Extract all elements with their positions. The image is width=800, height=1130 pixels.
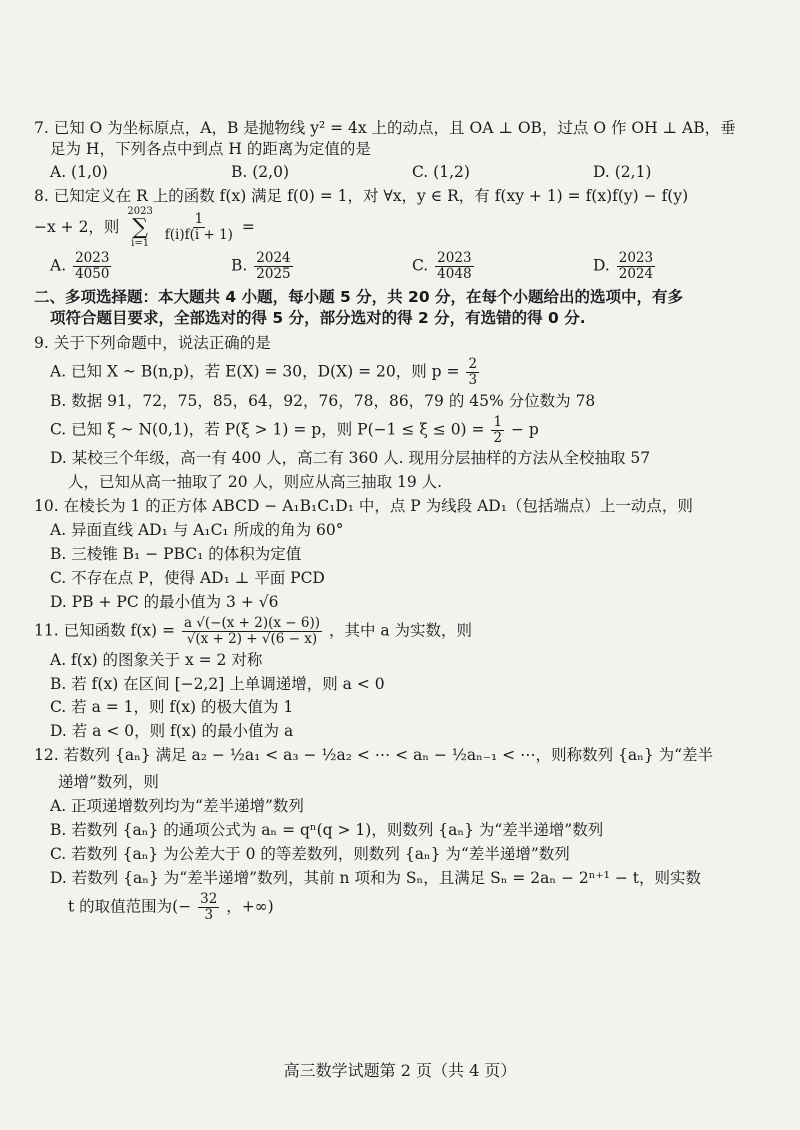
option-fraction: [73, 251, 111, 282]
numerator: 2: [468, 356, 478, 373]
option-label: D.: [593, 256, 610, 275]
function-fraction: [182, 616, 322, 647]
option-c-text: C. 已知 ξ ~ N(0,1)，若 P(ξ > 1) = p，则 P(−1 ≤ ξ ≤ 0) =: [50, 420, 485, 439]
question-12-option-a: A. 正项递增数列均为“差半递增”数列: [50, 797, 304, 816]
option-fraction: [435, 251, 473, 282]
question-12-option-c: C. 若数列 {aₙ} 为公差大于 0 的等差数列，则数列 {aₙ} 为“差半递增”数列: [50, 844, 570, 863]
question-10-option-c: C. 不存在点 P，使得 AD₁ ⊥ 平面 PCD: [50, 569, 325, 588]
section-heading-line2: 项符合题目要求，全部选对的得 5 分，部分选对的得 2 分，有选错的得 0 分.: [50, 309, 586, 328]
question-11-stem: [34, 616, 774, 647]
option-d-range-pre: t 的取值范围为(−: [68, 897, 192, 916]
numerator: 1: [493, 413, 503, 430]
summation: [127, 207, 152, 249]
summation-lower: i=1: [131, 237, 150, 249]
question-8-line2-post: =: [241, 217, 255, 236]
question-11-option-b: B. 若 f(x) 在区间 [−2,2] 上单调递增，则 a < 0: [50, 674, 385, 693]
question-10-option-d: D. PB + PC 的最小值为 3 + √6: [50, 592, 279, 611]
question-8-stem-line2: [34, 207, 774, 249]
denominator: 2024: [618, 265, 654, 282]
question-9-option-d-line1: D. 某校三个年级，高一有 400 人，高二有 360 人. 现用分层抽样的方法从全校抽取 57: [50, 449, 651, 468]
question-11-option-d: D. 若 a < 0，则 f(x) 的最小值为 a: [50, 722, 294, 741]
denominator: 3: [204, 906, 214, 923]
option-label: A.: [50, 256, 67, 275]
function-denominator: √(x + 2) + √(6 − x): [186, 630, 318, 647]
option-label: C.: [412, 256, 429, 275]
question-10-option-a: A. 异面直线 AD₁ 与 A₁C₁ 所成的角为 60°: [50, 521, 344, 540]
question-8-stem-line1: 8. 已知定义在 R 上的函数 f(x) 满足 f(0) = 1，对 ∀x，y ∈ R，有 f(xy + 1) = f(x)f(y) − f(y): [34, 186, 689, 205]
numerator: 2024: [256, 249, 291, 266]
question-12-stem-line1: 12. 若数列 {aₙ} 满足 a₂ − ½a₁ < a₃ − ½a₂ < ⋯ < aₙ − ½aₙ₋₁ < ⋯，则称数列 {aₙ} 为“差半: [34, 746, 714, 765]
numerator: 2023: [618, 249, 654, 266]
question-9-option-c: [34, 415, 774, 446]
option-a-text: A. 已知 X ~ B(n,p)，若 E(X) = 30，D(X) = 20，则 p =: [50, 362, 460, 381]
question-8-option-d: [593, 251, 774, 282]
question-12: [34, 745, 774, 922]
question-11-option-c: C. 若 a = 1，则 f(x) 的极大值为 1: [50, 698, 294, 717]
summation-upper: 2023: [127, 205, 153, 217]
question-8-options: [34, 251, 774, 282]
question-7-option-a: A. (1,0): [50, 162, 108, 181]
question-10-stem: 10. 在棱长为 1 的正方体 ABCD − A₁B₁C₁D₁ 中，点 P 为线段 AD₁（包括端点）上一动点，则: [34, 497, 693, 516]
question-11-stem-post: ，其中 a 为实数，则: [328, 621, 473, 640]
option-c-tail: − p: [511, 420, 539, 439]
question-12-stem-line2: 递增”数列，则: [58, 773, 159, 792]
question-12-option-d-line1: D. 若数列 {aₙ} 为“差半递增”数列，其前 n 项和为 Sₙ，且满足 Sₙ = 2aₙ − 2ⁿ⁺¹ − t，则实数: [50, 868, 701, 887]
option-c-fraction: [491, 415, 504, 446]
option-d-range-post: ，+∞): [226, 897, 274, 916]
option-fraction: [617, 251, 655, 282]
section-heading-line1: 二、多项选择题：本大题共 4 小题，每小题 5 分，共 20 分，在每个小题给出的选项中，有多: [34, 288, 684, 307]
question-12-option-b: B. 若数列 {aₙ} 的通项公式为 aₙ = qⁿ(q > 1)，则数列 {aₙ} 为“差半递增”数列: [50, 821, 604, 840]
denominator: 4048: [437, 265, 472, 282]
numerator: 32: [200, 890, 218, 907]
question-7: [34, 118, 774, 183]
question-11-option-a: A. f(x) 的图象关于 x = 2 对称: [50, 650, 263, 669]
sigma-symbol: ∑: [132, 214, 148, 240]
question-9-option-a: [34, 357, 774, 388]
question-8-line2-pre: −x + 2，则: [34, 217, 120, 236]
question-10-option-b: B. 三棱锥 B₁ − PBC₁ 的体积为定值: [50, 545, 302, 564]
question-8-option-c: [412, 251, 593, 282]
question-9-option-b: B. 数据 91，72，75，85，64，92，76，78，86，79 的 45% 分位数为 78: [50, 391, 596, 410]
question-10: [34, 496, 774, 613]
exam-content: [34, 118, 774, 925]
option-label: B.: [231, 256, 248, 275]
option-fraction: [254, 251, 292, 282]
question-7-options: [34, 162, 774, 183]
denominator: 3: [468, 371, 478, 388]
numerator: 2023: [75, 249, 110, 266]
question-11: [34, 616, 774, 742]
question-8-option-a: [50, 251, 231, 282]
question-9-option-d-line2: 人，已知从高一抽取了 20 人，则应从高三抽取 19 人.: [68, 473, 443, 492]
question-9: [34, 333, 774, 493]
question-11-stem-pre: 11. 已知函数 f(x) =: [34, 621, 175, 640]
summation-fraction: [163, 212, 235, 243]
option-d-fraction: [198, 892, 219, 923]
section-heading-multiple-choice: [34, 287, 774, 329]
page-footer: 高三数学试题第 2 页（共 4 页）: [283, 1061, 517, 1080]
question-12-option-d-line2: [34, 892, 774, 923]
denominator: 2: [493, 429, 503, 446]
numerator: 2023: [437, 249, 472, 266]
question-7-option-b: B. (2,0): [231, 162, 289, 181]
question-9-stem: 9. 关于下列命题中，说法正确的是: [34, 334, 271, 353]
question-8: [34, 186, 774, 282]
question-7-stem-line1: 7. 已知 O 为坐标原点，A，B 是抛物线 y² = 4x 上的动点，且 OA ⊥ OB，过点 O 作 OH ⊥ AB，垂: [34, 119, 736, 137]
question-8-option-b: [231, 251, 412, 282]
summation-numerator: 1: [194, 211, 204, 228]
denominator: 2025: [256, 265, 291, 282]
option-a-fraction: [466, 357, 479, 388]
question-7-option-d: D. (2,1): [593, 162, 652, 181]
denominator: 4050: [75, 265, 110, 282]
question-7-stem-line2: 足为 H，下列各点中到点 H 的距离为定值的是: [50, 139, 371, 158]
summation-denominator: f(i)f(i + 1): [164, 227, 233, 244]
function-numerator: a √(−(x + 2)(x − 6)): [183, 614, 320, 631]
question-7-option-c: C. (1,2): [412, 162, 470, 181]
